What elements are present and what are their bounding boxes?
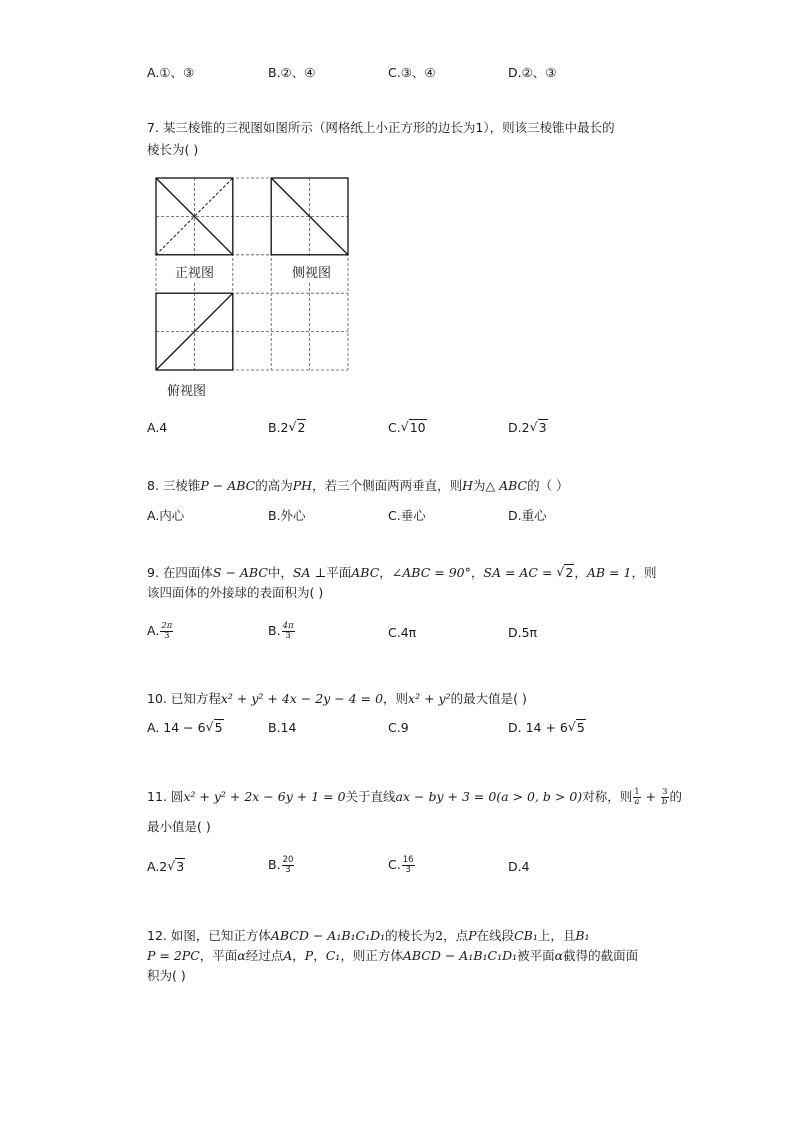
q10-number: 10. 已知方程 — [147, 691, 221, 706]
q11-expr1: x² + y² + 2x − 6y + 1 = 0 — [183, 789, 346, 804]
q12-l2-expr1: P = 2PC — [147, 948, 200, 963]
q11-option-b — [268, 856, 295, 875]
q11-option-b-num: 20 — [282, 855, 294, 865]
q6-option-b: B.②、④ — [268, 65, 316, 80]
side-view-label: 侧视图 — [292, 266, 332, 281]
q9-expr3: ABC — [351, 565, 380, 580]
q8-option-b: B.外心 — [268, 508, 306, 523]
q11-text3: 的 — [669, 789, 683, 804]
q9-number: 9. 在四面体 — [147, 565, 213, 580]
q9-text2: 平面 — [326, 565, 352, 580]
q9-option-d: D.5π — [508, 625, 538, 640]
q12-expr3: P — [468, 928, 477, 943]
q9-expr4: ∠ABC = 90° — [391, 565, 471, 580]
q8-option-d: D.重心 — [508, 508, 547, 523]
q12-text1: 的棱长为 — [385, 928, 436, 943]
q12-stem-line2 — [147, 946, 638, 966]
q11-option-d: D.4 — [508, 859, 530, 874]
q12-stem-line1 — [147, 926, 590, 946]
q11-option-b-den: 3 — [285, 865, 291, 875]
q12-l2-expr3: A — [283, 948, 293, 963]
q9-option-c: C.4π — [388, 625, 417, 640]
q12-l2-expr4: P — [304, 948, 314, 963]
q11-option-c — [388, 856, 416, 875]
q7-stem-line2: 棱长为( ) — [147, 142, 199, 157]
q11-number: 11. 圆 — [147, 789, 184, 804]
q7-option-d — [508, 420, 548, 435]
q11-option-a-radicand: 3 — [176, 859, 185, 874]
q12-expr4: CB₁ — [514, 928, 538, 943]
q10-option-d-radicand: 5 — [576, 720, 585, 735]
q7-option-c-radicand: 10 — [409, 420, 426, 435]
q8-expr-ph: PH — [292, 478, 313, 493]
q10-option-c: C.9 — [388, 720, 409, 735]
q9-text4: ， — [470, 565, 484, 580]
q12-l2-expr7: α — [554, 948, 564, 963]
q9-expr5: SA = AC = — [483, 565, 557, 580]
q8-expr-pabc: P − ABC — [200, 478, 256, 493]
q11-option-c-num: 16 — [402, 855, 414, 865]
q9-option-b-den: 3 — [285, 631, 291, 641]
q9-option-a — [147, 622, 174, 641]
q11-expr2: ax − by + 3 = 0(a > 0, b > 0) — [395, 789, 583, 804]
q8-option-a: A.内心 — [147, 508, 185, 523]
q9-expr2: SA ⊥ — [292, 565, 327, 580]
q11-plus: + — [641, 789, 661, 804]
q7-option-d-prefix: D.2 — [508, 420, 530, 435]
q9-option-a-den: 3 — [164, 631, 170, 641]
q11-frac2-den: b — [662, 797, 668, 807]
q9-expr6: AB = 1 — [586, 565, 632, 580]
front-view-label: 正视图 — [175, 266, 215, 281]
q9-expr1: S − ABC — [212, 565, 268, 580]
q9-stem-line2: 该四面体的外接球的表面积为( ) — [147, 585, 324, 600]
q12-number: 12. 如图，已知正方体 — [147, 928, 271, 943]
q9-option-b — [268, 622, 296, 641]
q10-option-b: B.14 — [268, 720, 297, 735]
q12-stem-line3: 积为( ) — [147, 968, 186, 983]
q12-l2-text7: 截得的截面面 — [563, 948, 639, 963]
q12-l2-expr2: α — [237, 948, 246, 963]
q12-l2-text4: ， — [313, 948, 326, 963]
q12-l2-text3: ， — [292, 948, 305, 963]
q8-expr-h: H — [462, 478, 473, 493]
q11-option-b-prefix: B. — [268, 857, 281, 872]
q7-stem-line1: 7. 某三棱锥的三视图如图所示（网格纸上小正方形的边长为1），则该三棱锥中最长的 — [147, 120, 615, 135]
q9-text1: 中， — [267, 565, 293, 580]
q9-text3: ， — [379, 565, 392, 580]
q9-text5: ， — [574, 565, 587, 580]
q11-option-c-den: 3 — [405, 865, 411, 875]
top-view-label: 俯视图 — [167, 384, 207, 399]
q10-text1: ，则 — [383, 691, 409, 706]
q9-stem-line1 — [147, 563, 656, 583]
q7-option-c — [388, 420, 427, 435]
q9-option-a-num: 2π — [161, 621, 173, 631]
q7-option-b-radicand: 2 — [297, 420, 306, 435]
q12-l2-expr5: C₁ — [325, 948, 341, 963]
q10-stem — [147, 689, 527, 709]
q6-option-d: D.②、③ — [508, 65, 557, 80]
q12-expr2: 2 — [435, 928, 444, 943]
q8-text4: 的（ ） — [527, 478, 569, 493]
q7-option-b — [268, 420, 306, 435]
q9-option-b-prefix: B. — [268, 623, 281, 638]
q11-frac1-den: a — [634, 797, 640, 807]
q10-text2: 的最大值是( ) — [450, 691, 527, 706]
q12-l2-text6: 被平面 — [517, 948, 555, 963]
q12-text2: ，点 — [443, 928, 469, 943]
q7-option-b-prefix: B.2 — [268, 420, 289, 435]
q12-l2-text5: ，则正方体 — [340, 948, 403, 963]
q8-text3: 为 — [473, 478, 486, 493]
q7-option-a: A.4 — [147, 420, 168, 435]
q12-expr5: B₁ — [575, 928, 590, 943]
q11-stem-line1 — [147, 787, 682, 807]
q11-stem-line2: 最小值是( ) — [147, 819, 211, 834]
q12-l2-text2: 经过点 — [245, 948, 284, 963]
q11-option-a-prefix: A.2 — [147, 859, 168, 874]
q8-text1: 的高为 — [255, 478, 293, 493]
q9-option-a-prefix: A. — [147, 623, 160, 638]
q6-option-c: C.③、④ — [388, 65, 436, 80]
q9-text6: ，则 — [631, 565, 657, 580]
q7-option-c-prefix: C. — [388, 420, 401, 435]
q9-radicand: 2 — [565, 565, 574, 580]
q10-expr2: x² + y² — [408, 691, 451, 706]
q8-expr-triangle: △ ABC — [485, 478, 528, 493]
q11-frac2-num: 3 — [662, 787, 668, 797]
q10-expr1: x² + y² + 4x − 2y − 4 = 0 — [220, 691, 384, 706]
q12-l2-expr6: ABCD − A₁B₁C₁D₁ — [402, 948, 518, 963]
q8-number: 8. 三棱锥 — [147, 478, 201, 493]
q7-option-d-radicand: 3 — [538, 420, 547, 435]
q10-option-d-prefix: D. 14 + 6 — [508, 720, 568, 735]
q10-option-a-prefix: A. 14 − 6 — [147, 720, 206, 735]
q12-text4: 上，且 — [537, 928, 576, 943]
q10-option-d — [508, 720, 586, 735]
q11-option-a — [147, 859, 185, 874]
q11-text1: 关于直线 — [345, 789, 396, 804]
q12-expr1: ABCD − A₁B₁C₁D₁ — [270, 928, 386, 943]
q10-option-a — [147, 720, 224, 735]
q9-option-b-num: 4π — [282, 621, 294, 631]
q6-option-a: A.①、③ — [147, 65, 195, 80]
q11-frac1-num: 1 — [634, 787, 640, 797]
q11-text2: 对称，则 — [582, 789, 633, 804]
q10-option-a-radicand: 5 — [214, 720, 223, 735]
q8-stem — [147, 476, 569, 496]
q8-option-c: C.垂心 — [388, 508, 426, 523]
q8-text2: ，若三个侧面两两垂直，则 — [312, 478, 463, 493]
q11-option-c-prefix: C. — [388, 857, 401, 872]
q12-text3: 在线段 — [476, 928, 515, 943]
q12-l2-text1: ，平面 — [199, 948, 238, 963]
